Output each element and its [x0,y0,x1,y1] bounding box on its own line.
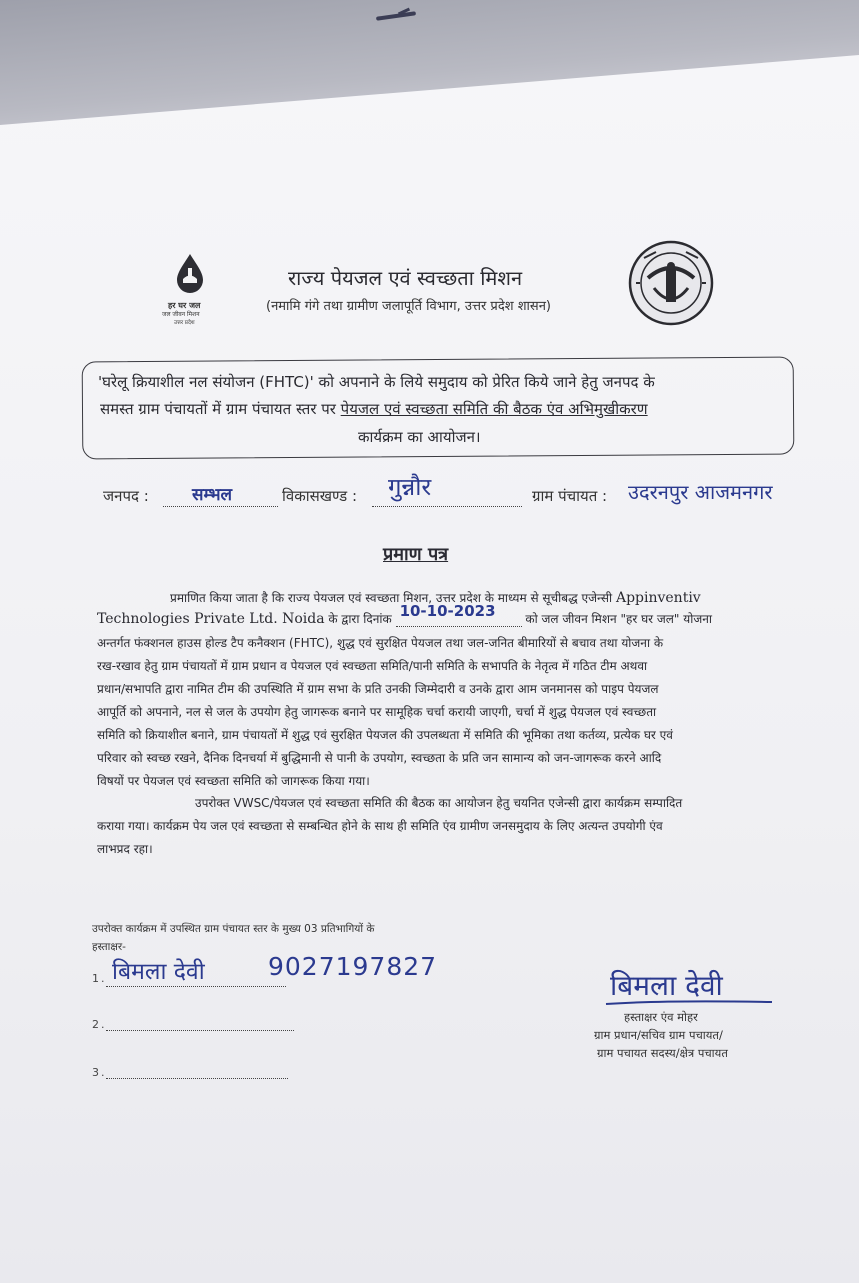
cert-body-line-9: कराया गया। कार्यक्रम पेय जल एवं स्वच्छता से सम्बन्धित होने के साथ ही समिति एंव ग्रामीण जनसमुदाय के लिए अत्यन्त उपयोगी एंव [97,819,663,833]
participant-1-dotline [106,986,286,987]
logo-line-1: हर घर जल [168,301,201,310]
participant-1-name: बिमला देवी [112,959,205,985]
cert-body-line-10: लाभप्रद रहा। [97,842,153,856]
cert-line-2b: के द्वारा दिनांक [328,612,392,626]
vikaskhand-label: विकासखण्ड : [282,487,358,505]
program-line-3: कार्यक्रम का आयोजन। [358,428,481,446]
cert-line-2c: को जल जीवन मिशन "हर घर जल" योजना [525,612,713,626]
program-line-1: 'घरेलू क्रियाशील नल संयोजन (FHTC)' को अपनाने के लिये समुदाय को प्रेरित किये जाने हेतु जनपद के [98,373,655,391]
program-line-2-underlined: पेयजल एवं स्वच्छता समिति की बैठक एंव अभिमुखीकरण [340,400,648,418]
janpad-value: सम्भल [192,485,233,505]
logo-line-2: जल जीवन मिशन [162,311,200,318]
participant-2-num: 2. [92,1018,107,1031]
participant-1-phone: 9027197827 [268,952,438,981]
cert-body-line-7: विषयों पर पेयजल एवं स्वच्छता समिति को जागरूक किया गया। [97,774,370,788]
cert-line-1b: Appinventiv [615,590,701,606]
cert-body-line-5: समिति को क्रियाशील बनाने, ग्राम पंचायतों में शुद्ध एवं सुरक्षित पेयजल की उपलब्धता में समिति की भूमिका तथा कर्तव्य, प्रत्येक घर एवं [97,728,673,742]
participant-row-3 [92,1066,107,1079]
signatory-line-3: ग्राम पचायत सदस्य/क्षेत्र पचायत [597,1046,728,1060]
cert-body-line-8: उपरोक्त VWSC/पेयजल एवं स्वच्छता समिति की बैठक का आयोजन हेतु चयनित एजेन्सी द्वारा कार्यक्रम सम्पादित [195,796,683,810]
participant-row-2 [92,1018,107,1031]
cert-body-line-4: आपूर्ति को अपनाने, नल से जल के उपयोग हेतु जागरूक बनाने पर सामूहिक चर्चा करायी जाएगी, चर्चा में शुद्ध पेयजल एवं स्वच्छता [97,705,657,719]
cert-body-line-1: अन्तर्गत फंक्शनल हाउस होल्ड टैप कनैक्शन (FHTC), शुद्ध एवं सुरक्षित पेयजल तथा जल-जनित बीमारियों से बचाव तथा योजना के [97,636,664,650]
janpad-label: जनपद : [103,487,149,505]
mission-subtitle: (नमामि गंगे तथा ग्रामीण जलापूर्ति विभाग, उत्तर प्रदेश शासन) [266,299,551,314]
vikaskhand-value: गुन्नौर [388,473,432,501]
cert-line-2 [97,602,713,627]
participant-3-dotline [106,1078,288,1079]
agency-name: Technologies Private Ltd. Noida [97,611,325,627]
cert-line-1a: प्रमाणित किया जाता है कि राज्य पेयजल एवं स्वच्छता मिशन, उत्तर प्रदेश के माध्यम से सूचीबद्ध एजेन्सी [170,591,613,605]
signatory-line-1: हस्ताक्षर एंव मोहर [624,1010,698,1024]
program-line-2 [100,399,648,419]
har-ghar-jal-logo [160,252,232,332]
participant-1-num: 1. [92,972,107,985]
gram-panchayat-value: उदरनपुर आजमनगर [628,480,773,504]
cert-body-line-2: रख-रखाव हेतु ग्राम पंचायतों में ग्राम प्रधान व पेयजल एवं स्वच्छता समिति/पानी समिति के सभापति के नेतृत्व में गठित टीम अथवा [97,659,648,673]
participants-intro-1: उपरोक्त कार्यक्रम में उपस्थित ग्राम पंचायत स्तर के मुख्य 03 प्रतिभागियों के [92,923,375,935]
participant-row-1 [92,972,107,985]
program-date: 10-10-2023 [399,602,496,620]
logo-line-3: उत्तर प्रदेश [174,320,195,326]
certificate-title: प्रमाण पत्र [383,544,449,565]
uttar-pradesh-seal-icon [626,238,716,328]
mission-title: राज्य पेयजल एवं स्वच्छता मिशन [288,266,523,290]
vikaskhand-dotline [372,506,522,507]
cert-body-line-6: परिवार को स्वच्छ रखने, दैनिक दिनचर्या में बुद्धिमानी से पानी के उपयोग, स्वच्छता के प्रति जन सामान्य को जन-जागरूक करने आदि [97,751,662,765]
signatory-signature: बिमला देवी [610,969,723,1002]
participant-2-dotline [106,1030,294,1031]
participants-intro-2: हस्ताक्षर- [92,941,126,953]
water-drop-logo-icon [174,252,206,296]
signatory-line-2: ग्राम प्रधान/सचिव ग्राम पचायत/ [594,1028,723,1042]
program-line-2-prefix: समस्त ग्राम पंचायतों में ग्राम पंचायत स्तर पर [100,400,341,418]
cert-body-line-3: प्रधान/सभापति द्वारा नामित टीम की उपस्थिति में ग्राम सभा के प्रति उनकी जिम्मेदारी व उनके द्वारा आम जनमानस को पाइप पेयजल [97,682,659,696]
participant-3-num: 3. [92,1066,107,1079]
janpad-dotline [163,506,278,507]
gram-panchayat-label: ग्राम पंचायत : [532,487,608,505]
date-dotline [396,602,522,627]
